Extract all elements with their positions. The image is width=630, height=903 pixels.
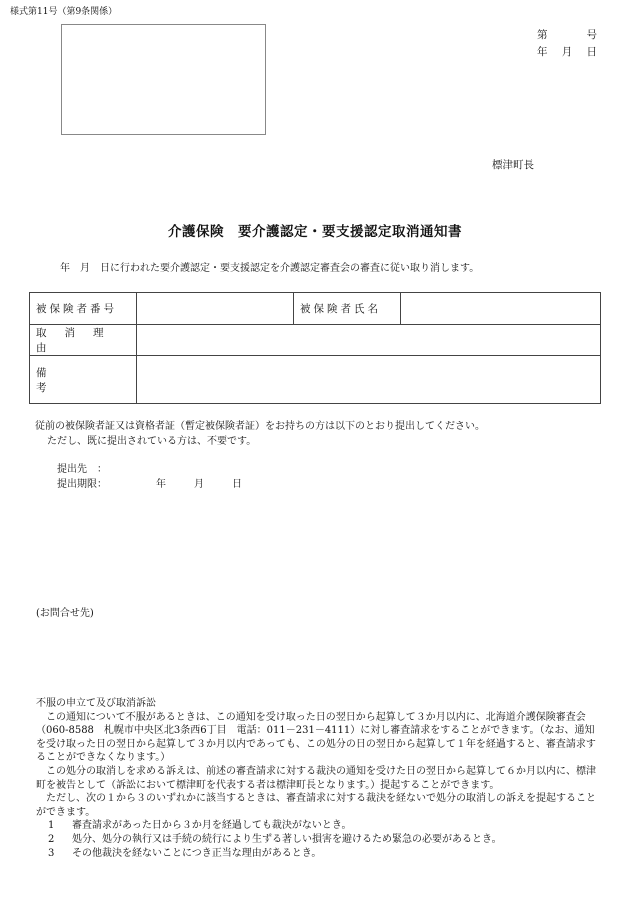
deadline-day: 日 xyxy=(232,479,242,490)
submission-notice xyxy=(35,419,485,449)
notice-line: 従前の被保険者証又は資格者証（暫定被保険者証）をお持ちの方は以下のとおり提出してください。 xyxy=(35,421,485,432)
submission-destination-label: 提出先 ： xyxy=(57,464,107,475)
address-window xyxy=(61,24,266,135)
document-number xyxy=(537,27,597,61)
reason-value[interactable] xyxy=(137,325,601,356)
insured-number-value[interactable] xyxy=(137,293,294,325)
submission-deadline-label: 提出期限： xyxy=(57,479,107,490)
document-title: 介護保険 要介護認定・要支援認定取消通知書 xyxy=(168,224,462,240)
list-item: 2 処分、処分の執行又は手続の続行により生ずる著しい損害を避けるため緊急の必要があるとき。 xyxy=(48,833,502,845)
doc-date-year: 年 xyxy=(537,46,548,58)
remarks-value[interactable] xyxy=(137,356,601,404)
doc-date-month: 月 xyxy=(561,46,573,58)
list-item: 3 その他裁決を経ないことにつき正当な理由があるとき。 xyxy=(48,847,322,859)
deadline-month: 月 xyxy=(194,479,204,490)
appeal-heading: 不服の申立て及び取消訴訟 xyxy=(36,698,156,709)
appeal-section xyxy=(36,697,601,860)
remarks-label: 備考 xyxy=(30,356,137,404)
insured-number-label: 被保険者番号 xyxy=(30,293,137,325)
list-item: 1 審査請求があった日から３か月を経過しても裁決がないとき。 xyxy=(48,820,352,832)
inquiry-heading: (お問合せ先) xyxy=(36,608,94,619)
issuer: 標津町長 xyxy=(492,159,534,171)
insured-name-label: 被保険者氏名 xyxy=(294,293,401,325)
reason-label: 取消理由 xyxy=(30,325,137,356)
intro-text: 年 月 日に行われた要介護認定・要支援認定を介護認定審査会の審査に従い取り消します。 xyxy=(60,263,480,274)
form-id: 様式第11号（第9条関係） xyxy=(10,7,118,17)
doc-number-dai: 第 xyxy=(537,29,548,41)
doc-date-day: 日 xyxy=(586,46,597,58)
deadline-year: 年 xyxy=(156,479,166,490)
doc-number-go: 号 xyxy=(586,29,597,41)
submission-info xyxy=(57,462,242,492)
appeal-paragraph: この処分の取消しを求める訴えは、前述の審査請求に対する裁決の通知を受けた日の翌日から起算して６か月以内に、標津町を被告として（訴訟において標津町を代表する者は標津町長となります。）提起することができます。 xyxy=(36,765,596,791)
appeal-paragraph: ただし、次の１から３のいずれかに該当するときは、審査請求に対する裁決を経ないで処分の取消しの訴えを提起することができます。 xyxy=(36,793,596,818)
appeal-paragraph: この通知について不服があるときは、この通知を受け取った日の翌日から起算して３か月以内に、北海道介護保険審査会（060-8588 札幌市中央区北3条西6丁目 電話：011－231－4111）に対し審査請求をすることができます。（なお、通知を受け取った日の翌日から起算して３か月以内であっても、この処分の日の翌日から起算して１年を経過すると、審査請求することができなくなります。） xyxy=(36,711,596,764)
insured-name-value[interactable] xyxy=(401,293,601,325)
info-table xyxy=(29,292,601,404)
notice-line: ただし、既に提出されている方は、不要です。 xyxy=(47,436,257,447)
